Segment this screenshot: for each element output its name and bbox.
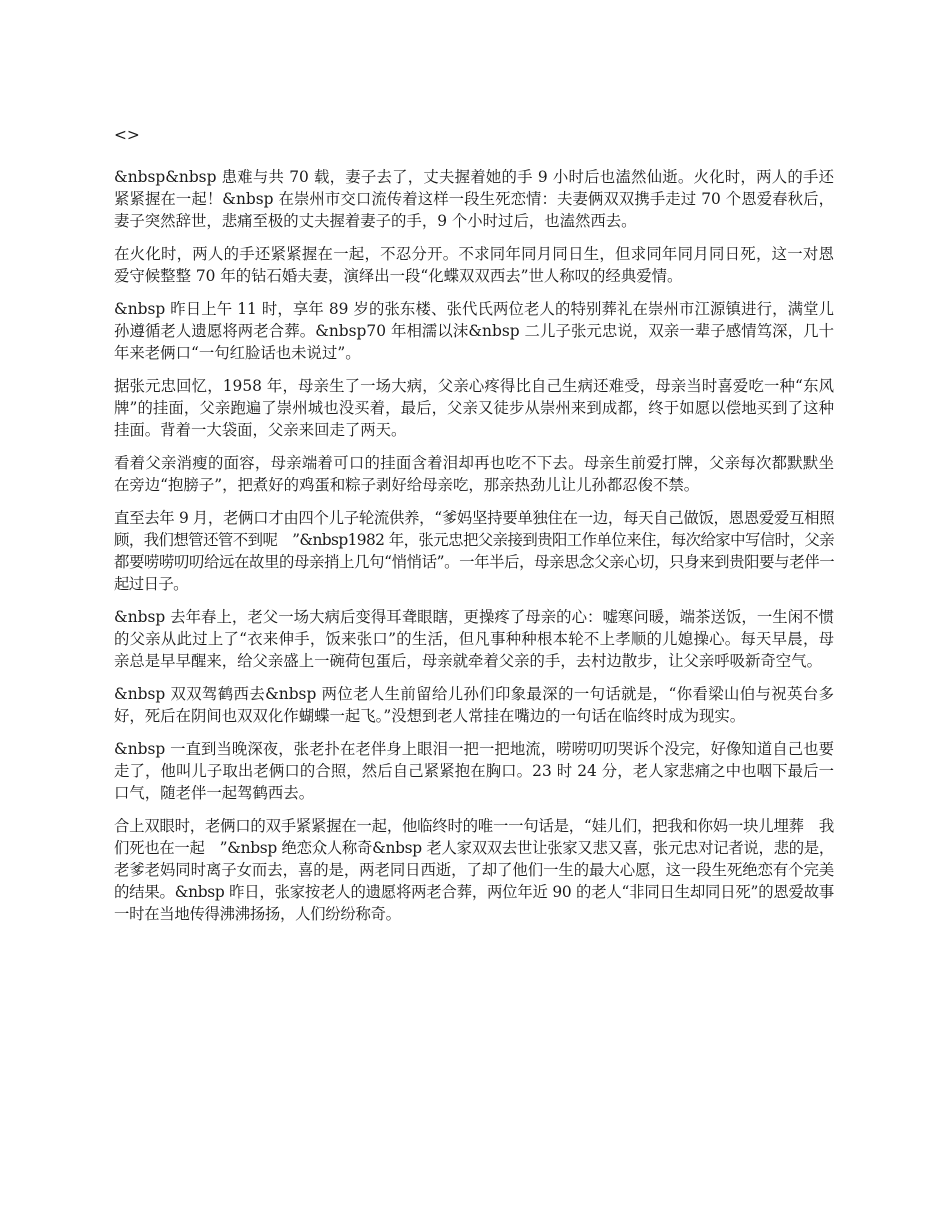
paragraph-10: 合上双眼时，老俩口的双手紧紧握在一起，他临终时的唯一一句话是，“娃儿们，把我和你妈一块儿埋葬 我们死也在一起 ”&nbsp 绝恋众人称奇&nbsp 老人家双双去世让张家又悲又喜，张元忠对记者说，悲的是，老爹老妈同时离子女而去，喜的是，两老同日西逝，了却了他们一生的最大心愿，这一段生死绝恋有个完美的结果。&nbsp 昨日，张家按老人的遗愿将两老合葬，两位年近 90 的老人“非同日生却同日死”的恩爱故事一时在当地传得沸沸扬扬，人们纷纷称奇。 [114, 817, 834, 923]
paragraph-6: 直至去年 9 月，老俩口才由四个儿子轮流供养，“爹妈坚持要单独住在一边，每天自己做饭，恩恩爱爱互相照顾，我们想管还管不到呢 ”&nbsp1982 年，张元忠把父亲接到贵阳工作单位来住，每次给家中写信时，父亲都要唠唠叨叨给远在故里的母亲捎上几句“悄悄话”。一年半后，母亲思念父亲心切，只身来到贵阳要与老伴一起过日子。 [114, 509, 834, 593]
paragraph-8: &nbsp 双双驾鹤西去&nbsp 两位老人生前留给儿孙们印象最深的一句话就是，“你看梁山伯与祝英台多好，死后在阴间也双双化作蝴蝶一起飞。”没想到老人常挂在嘴边的一句话在临终时成为现实。 [114, 685, 834, 725]
article-body [114, 124, 834, 936]
paragraph-2: 在火化时，两人的手还紧紧握在一起，不忍分开。不求同年同月同日生，但求同年同月同日死，这一对恩爱守候整整 70 年的钻石婚夫妻，演绎出一段“化蝶双双西去”世人称叹的经典爱情。 [114, 245, 834, 285]
paragraph-7: &nbsp 去年春上，老父一场大病后变得耳聋眼瞎，更操疼了母亲的心：嘘寒问暖，端茶送饭，一生闲不惯的父亲从此过上了“衣来伸手，饭来张口”的生活，但凡事种种根本轮不上孝顺的儿媳操心。每天早晨，母亲总是早早醒来，给父亲盛上一碗荷包蛋后，母亲就牵着父亲的手，去村边散步，让父亲呼吸新奇空气。 [114, 608, 834, 670]
paragraph-5: 看着父亲消瘦的面容，母亲端着可口的挂面含着泪却再也吃不下去。母亲生前爱打牌，父亲每次都默默坐在旁边“抱膀子”，把煮好的鸡蛋和粽子剥好给母亲吃，那亲热劲儿让儿孙都忍俊不禁。 [114, 454, 834, 494]
paragraph-9: &nbsp 一直到当晚深夜，张老扑在老伴身上眼泪一把一把地流，唠唠叨叨哭诉个没完，好像知道自己也要走了，他叫儿子取出老俩口的合照，然后自己紧紧抱在胸口。23 时 24 分，老人家悲痛之中也咽下最后一口气，随老伴一起驾鹤西去。 [114, 740, 834, 802]
paragraph-1: &nbsp&nbsp 患难与共 70 载，妻子去了，丈夫握着她的手 9 小时后也溘然仙逝。火化时，两人的手还紧紧握在一起！&nbsp 在崇州市交口流传着这样一段生死恋情：夫妻俩双双携手走过 70 个恩爱春秋后，妻子突然辞世，悲痛至极的丈夫握着妻子的手，9 个小时过后，也溘然西去。 [114, 168, 834, 230]
heading-marker: <> [114, 126, 140, 144]
paragraph-3: &nbsp 昨日上午 11 时，享年 89 岁的张东楼、张代氏两位老人的特别葬礼在崇州市江源镇进行，满堂儿孙遵循老人遗愿将两老合葬。&nbsp70 年相濡以沫&nbsp 二儿子张元忠说，双亲一辈子感情笃深，几十年来老俩口“一句红脸话也未说过”。 [114, 300, 834, 362]
paragraph-4: 据张元忠回忆，1958 年，母亲生了一场大病，父亲心疼得比自己生病还难受，母亲当时喜爱吃一种“东风牌”的挂面，父亲跑遍了崇州城也没买着，最后，父亲又徒步从崇州来到成都，终于如愿以偿地买到了这种挂面。背着一大袋面，父亲来回走了两天。 [114, 377, 834, 439]
